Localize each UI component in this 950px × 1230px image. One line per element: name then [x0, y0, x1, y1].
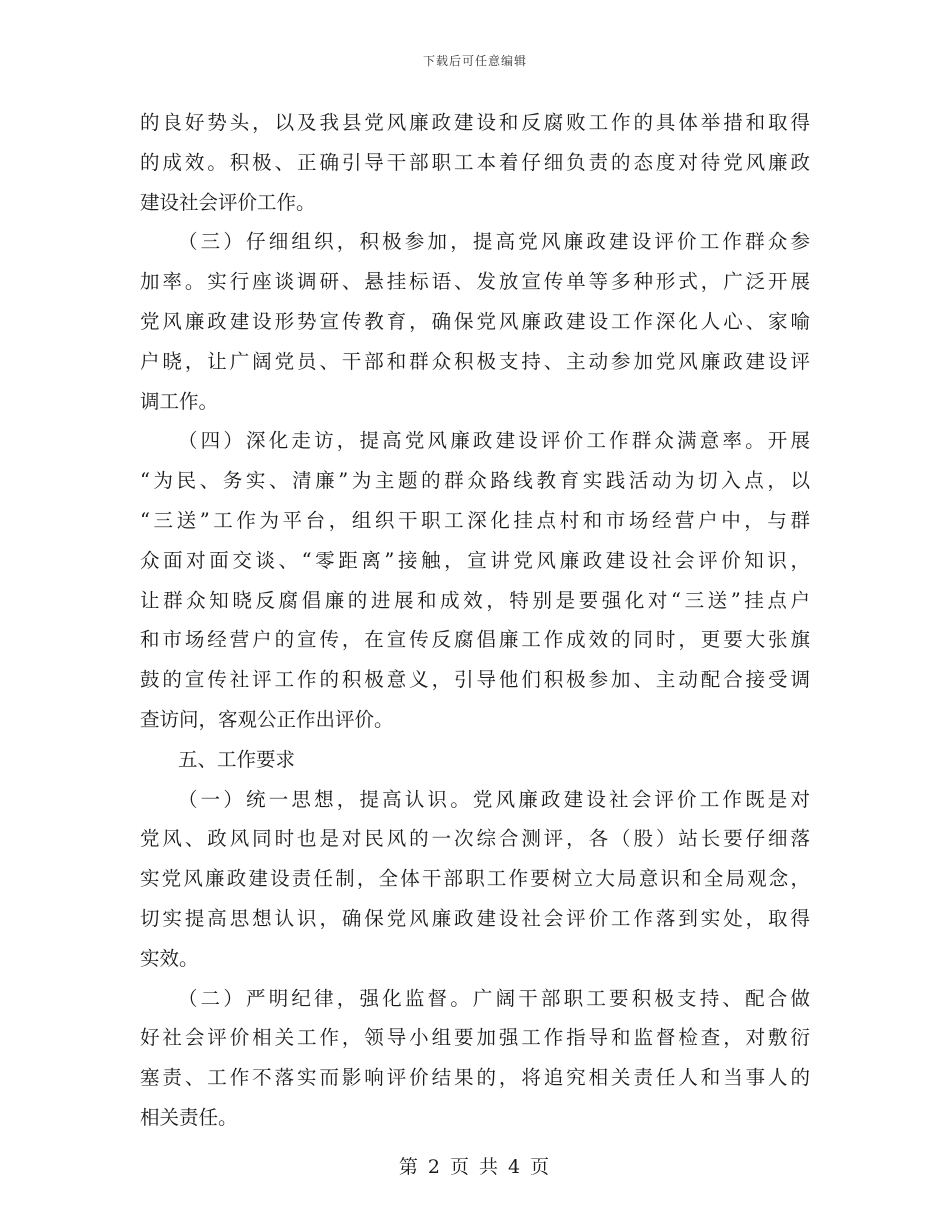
body-text-line: 的成效。积极、正确引导干部职工本着仔细负责的态度对待党风廉政	[140, 150, 810, 174]
body-text-line: （二）严明纪律，强化监督。广阔干部职工要积极支持、配合做	[178, 986, 810, 1010]
body-text-line: “三送”工作为平台，组织干职工深化挂点村和市场经营户中，与群	[140, 508, 810, 532]
body-text-line: （三）仔细组织，积极参加，提高党风廉政建设评价工作群众参	[178, 230, 810, 254]
body-text-line: 五、工作要求	[178, 747, 296, 771]
body-text-line: 加率。实行座谈调研、悬挂标语、发放宣传单等多种形式，广泛开展	[140, 270, 810, 294]
body-text-line: 查访问，客观公正作出评价。	[140, 707, 394, 731]
body-text-line: 的良好势头，以及我县党风廉政建设和反腐败工作的具体举措和取得	[140, 111, 810, 134]
body-text-line: 切实提高思想认识，确保党风廉政建设社会评价工作落到实处，取得	[140, 906, 810, 930]
body-text-line: （一）统一思想，提高认识。党风廉政建设社会评价工作既是对	[178, 787, 810, 811]
body-text-line: 实党风廉政建设责任制，全体干部职工作要树立大局意识和全局观念，	[140, 867, 810, 891]
body-text-line: 众面对面交谈、“零距离”接触，宣讲党风廉政建设社会评价知识，	[140, 548, 810, 572]
body-text-line: 好社会评价相关工作，领导小组要加强工作指导和监督检查，对敷衍	[140, 1026, 810, 1050]
body-text-line: 鼓的宣传社评工作的积极意义，引导他们积极参加、主动配合接受调	[140, 668, 810, 692]
page-number-footer: 第 2 页 共 4 页	[398, 1156, 552, 1178]
body-text-line: 塞责、工作不落实而影响评价结果的，将追究相关责任人和当事人的	[140, 1066, 810, 1090]
body-text-line: 党风廉政建设形势宣传教育，确保党风廉政建设工作深化人心、家喻	[140, 309, 810, 333]
body-text-line: 实效。	[140, 946, 199, 970]
page-header-note: 下载后可任意编辑	[422, 54, 527, 68]
body-text-line: 调工作。	[140, 389, 219, 413]
body-text-line: 建设社会评价工作。	[140, 190, 316, 214]
body-text-line: 党风、政风同时也是对民风的一次综合测评，各（股）站长要仔细落	[140, 827, 810, 851]
body-text-line: 和市场经营户的宣传，在宣传反腐倡廉工作成效的同时，更要大张旗	[140, 628, 810, 652]
body-text-line: 让群众知晓反腐倡廉的进展和成效，特别是要强化对“三送”挂点户	[140, 588, 810, 612]
document-body	[140, 103, 810, 1138]
body-text-line: （四）深化走访，提高党风廉政建设评价工作群众满意率。开展	[178, 429, 810, 453]
body-text-line: 户晓，让广阔党员、干部和群众积极支持、主动参加党风廉政建设评	[140, 349, 810, 373]
body-text-line: 相关责任。	[140, 1105, 238, 1129]
body-text-line: “为民、务实、清廉”为主题的群众路线教育实践活动为切入点，以	[140, 469, 810, 493]
